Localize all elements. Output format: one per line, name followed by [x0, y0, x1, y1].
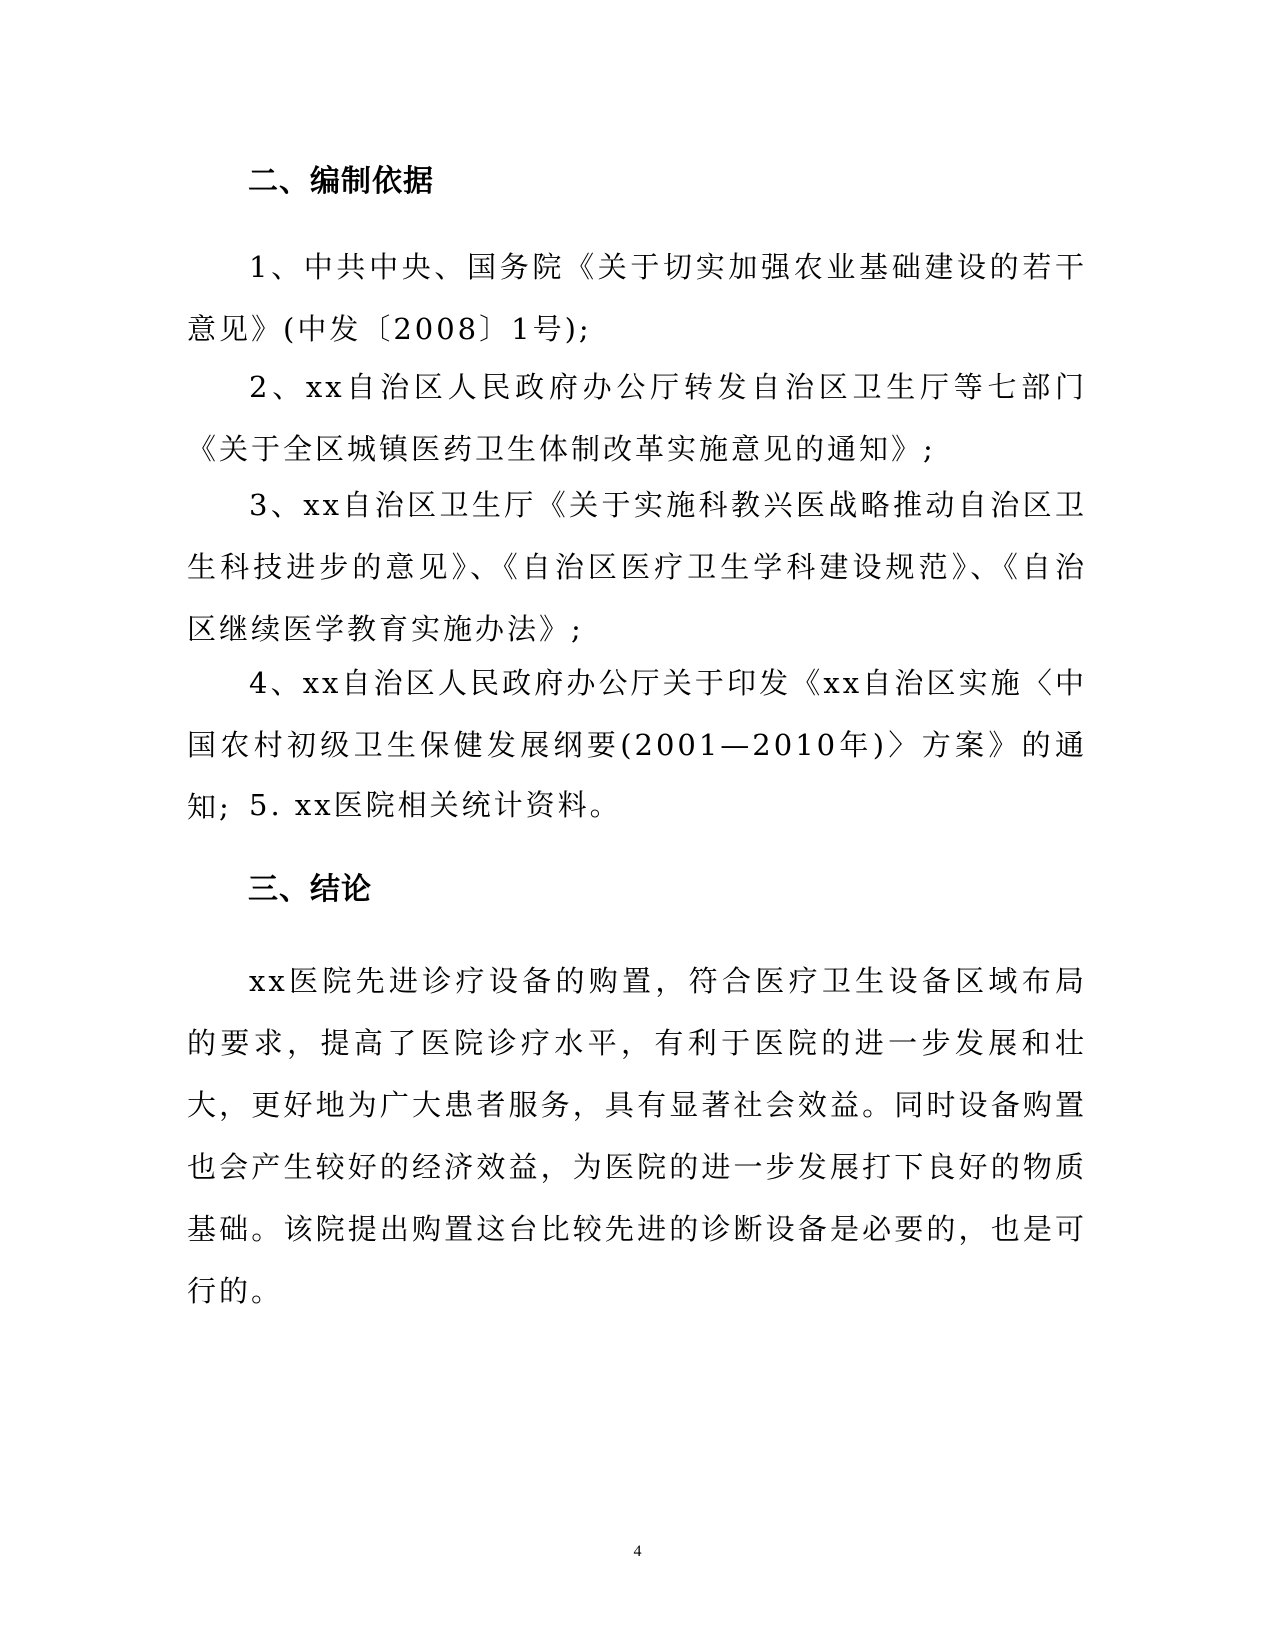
basis-item-2: 2、xx自治区人民政府办公厅转发自治区卫生厅等七部门《关于全区城镇医药卫生体制改革实施意见的通知》; [187, 370, 1087, 466]
page-number: 4 [633, 1543, 642, 1560]
conclusion-paragraph: xx医院先进诊疗设备的购置，符合医疗卫生设备区域布局的要求，提高了医院诊疗水平，有利于医院的进一步发展和壮大，更好地为广大患者服务，具有显著社会效益。同时设备购置也会产生较好的经济效益，为医院的进一步发展打下良好的物质基础。该院提出购置这台比较先进的诊断设备是必要的，也是可行的。 [187, 964, 1087, 1308]
basis-item-3: 3、xx自治区卫生厅《关于实施科教兴医战略推动自治区卫生科技进步的意见》、《自治区医疗卫生学科建设规范》、《自治区继续医学教育实施办法》; [187, 488, 1087, 646]
section-heading-conclusion: 三、结论 [248, 872, 372, 907]
basis-item-5: 5. xx医院相关统计资料。 [249, 788, 622, 822]
basis-item-4: 4、xx自治区人民政府办公厅关于印发《xx自治区实施〈中国农村初级卫生保健发展纲要(2001—2010年)〉方案》的通知; [187, 666, 1087, 824]
basis-item-1: 1、中共中央、国务院《关于切实加强农业基础建设的若干意见》(中发〔2008〕1号); [187, 250, 1087, 346]
section-heading-basis: 二、编制依据 [248, 164, 434, 199]
